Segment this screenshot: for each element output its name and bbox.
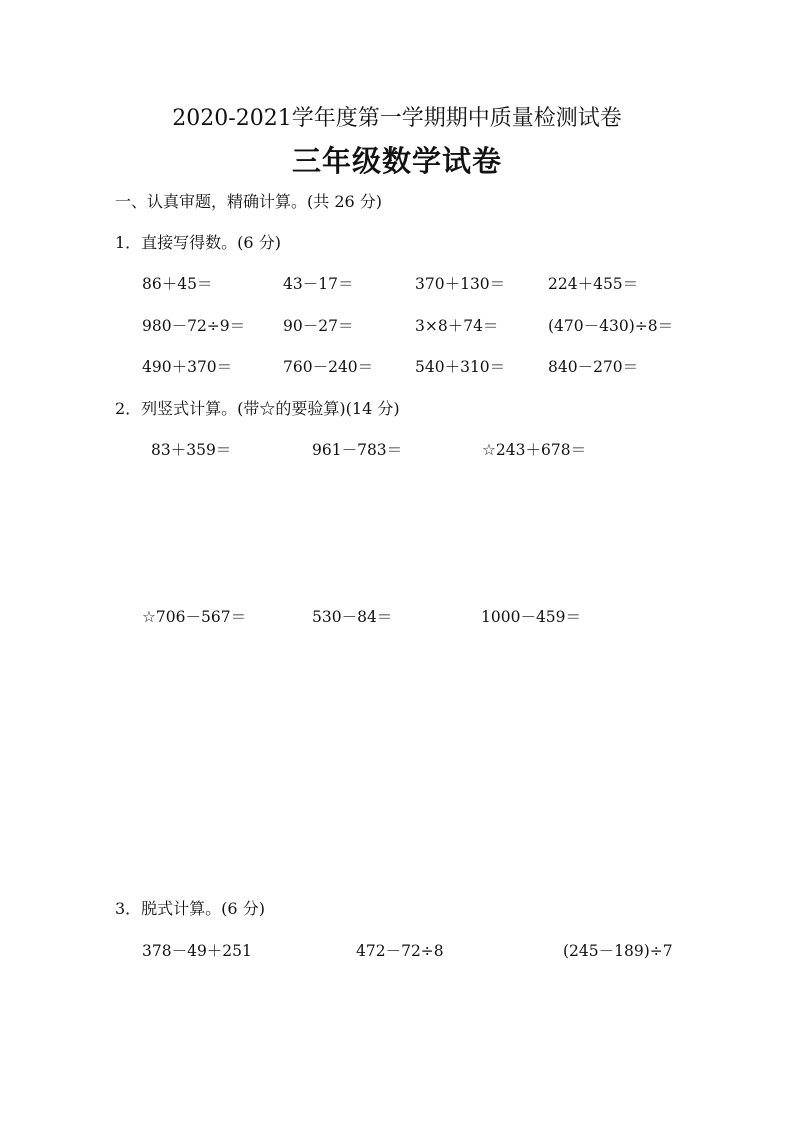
- q1-problem: 43－17＝: [283, 275, 354, 293]
- exam-subtitle: 三年级数学试卷: [291, 144, 502, 178]
- q2-problem: ☆706－567＝: [142, 608, 247, 626]
- section-1-heading: 一、认真审题，精确计算。(共 26 分): [115, 192, 383, 211]
- question-3-heading: 3．脱式计算。(6 分): [115, 899, 265, 918]
- q1-problem: (470－430)÷8＝: [548, 317, 674, 335]
- q1-problem: 86＋45＝: [142, 275, 213, 293]
- q1-problem: 980－72÷9＝: [142, 317, 246, 335]
- q3-problem: 472－72÷8: [356, 942, 444, 960]
- q1-problem: 760－240＝: [283, 358, 374, 376]
- q1-problem: 540＋310＝: [415, 358, 506, 376]
- question-1-heading: 1．直接写得数。(6 分): [115, 233, 281, 252]
- q2-problem: 1000－459＝: [481, 608, 582, 626]
- q3-problem: 378－49＋251: [142, 942, 252, 960]
- question-2-heading: 2．列竖式计算。(带☆的要验算)(14 分): [115, 399, 400, 418]
- q3-problem: (245－189)÷7: [563, 942, 673, 960]
- q2-problem: 961－783＝: [312, 441, 403, 459]
- q1-problem: 90－27＝: [283, 317, 354, 335]
- q2-problem: 83＋359＝: [151, 441, 232, 459]
- q1-problem: 3×8＋74＝: [415, 317, 499, 335]
- q1-problem: 840－270＝: [548, 358, 639, 376]
- q1-problem: 224＋455＝: [548, 275, 639, 293]
- q1-problem: 370＋130＝: [415, 275, 506, 293]
- q2-problem: ☆243＋678＝: [482, 441, 587, 459]
- q2-problem: 530－84＝: [312, 608, 393, 626]
- q1-problem: 490＋370＝: [142, 358, 233, 376]
- exam-title: 2020-2021学年度第一学期期中质量检测试卷: [172, 106, 622, 131]
